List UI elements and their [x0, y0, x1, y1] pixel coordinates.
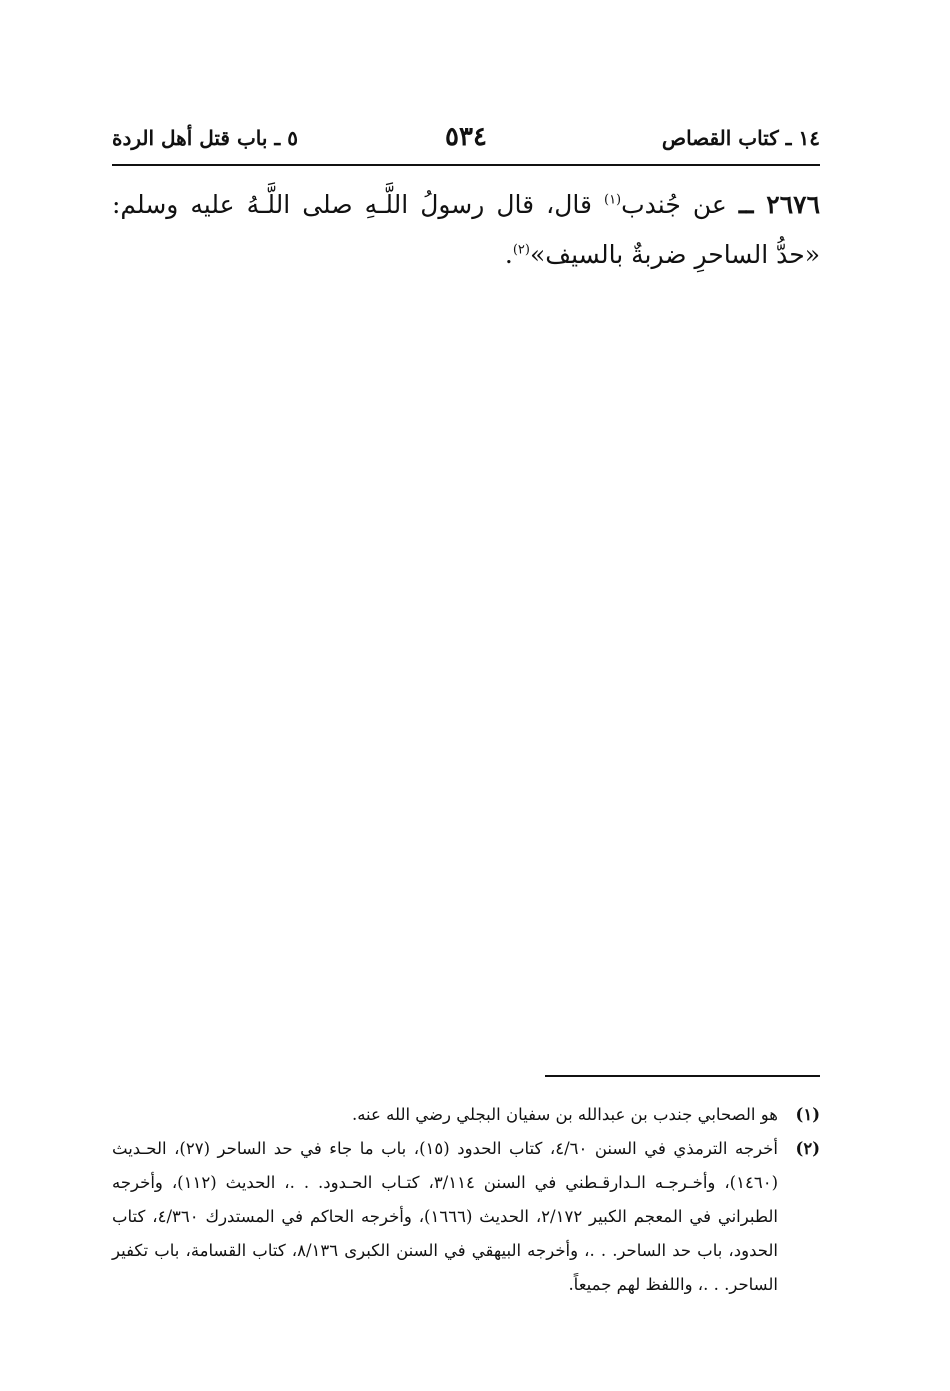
footnote-1	[112, 1098, 820, 1132]
footnote-marker: (١)	[795, 1105, 820, 1124]
hadith-text-part-3: .	[504, 240, 513, 269]
footnote-reference-2[interactable]: (٢)	[512, 242, 530, 258]
footnotes-section	[112, 1098, 820, 1302]
page-number: ٥٣٤	[445, 122, 487, 152]
book-title: ١٤ ـ كتاب القصاص	[661, 126, 820, 150]
running-header	[112, 122, 820, 162]
footnote-marker: (٢)	[795, 1139, 820, 1158]
hadith-number: ٢٦٧٦ ــ	[738, 190, 820, 219]
footnote-divider	[545, 1075, 820, 1077]
hadith-text-part-1: عن جُندب	[621, 190, 739, 219]
footnote-2	[112, 1132, 820, 1302]
footnote-text: هو الصحابي جندب بن عبدالله بن سفيان البجلي رضي الله عنه.	[351, 1105, 778, 1124]
header-divider	[112, 164, 820, 166]
chapter-title: ٥ ـ باب قتل أهل الردة	[112, 126, 298, 150]
hadith-text	[112, 180, 820, 280]
hadith-text-part-2: قال، قال رسولُ اللَّـهِ صلى اللَّـهُ عليه وسلم: «حدُّ الساحرِ ضربةٌ بالسيف»	[112, 190, 820, 269]
footnote-text: أخرجه الترمذي في السنن ٤/٦٠، كتاب الحدود (١٥)، باب ما جاء في حد الساحر (٢٧)، الحـديث (١٤٦٠)، وأخـرجـه الـدارقـطني في السنن ٣/١١٤، كتـاب الحـدود. . .، الحديث (١١٢)، وأخرجه الطبراني في المعجم الكبير ٢/١٧٢، الحديث (١٦٦٦)، وأخرجه الحاكم في المستدرك ٤/٣٦٠، كتاب الحدود، باب حد الساحر. . .، وأخرجه البيهقي في السنن الكبرى ٨/١٣٦، كتاب القسامة، باب تكفير الساحر. . .، واللفظ لهم جميعاً.	[112, 1139, 778, 1294]
footnote-reference-1[interactable]: (١)	[603, 192, 622, 208]
